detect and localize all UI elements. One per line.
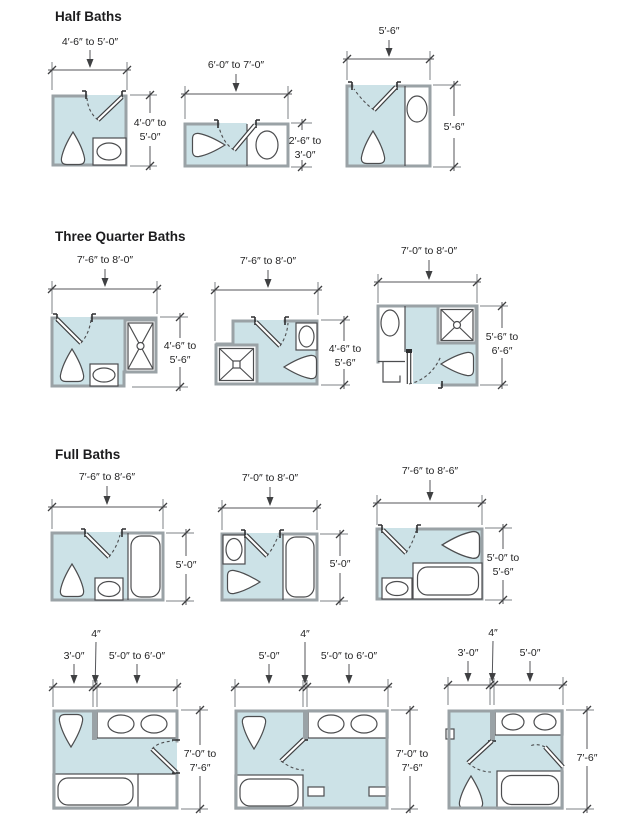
plan-full-bath-3 [373,465,519,604]
sink-basin [108,715,134,733]
dim-seg3-label: 5′-0″ to 6′-0″ [320,650,378,662]
dim-width-label: 6′-0″ to 7′-0″ [207,59,265,71]
dim-width-label: 7′-6″ to 8′-0″ [76,254,134,266]
dim-seg1-label: 3′-0″ [63,650,85,662]
section-title-full-baths: Full Baths [55,447,121,462]
dim-width-label: 7′-0″ to 8′-0″ [241,472,299,484]
sink-basin [299,326,314,347]
bathtub [286,537,314,597]
dim-height-label-line2: 6′-6″ [491,345,513,357]
sink-basin [381,310,399,336]
dim-width-label: 5′-6″ [378,25,400,37]
dim-height-label: 5′-0″ [329,558,351,570]
dim-width-label: 7′-0″ to 8′-0″ [400,245,458,257]
plan-three-quarter-bath-1 [48,254,196,391]
dim-height-label-line1: 4′-6″ to [328,343,362,355]
dim-height-label-line1: 5′-6″ to [485,331,519,343]
dim-height-label-line1: 4′-0″ to [133,117,167,129]
bathtub [502,776,559,805]
bathtub [58,778,133,805]
dim-height-label-line2: 3′-0″ [294,149,316,161]
dim-height-label-line2: 5′-6″ [334,357,356,369]
dim-height-label-line2: 7′-6″ [189,762,211,774]
sink-basin [97,143,121,160]
bathtub [240,779,298,806]
plan-full-bath-1 [48,471,197,605]
dim-seg2-label: 4″ [488,627,498,639]
sink-basin [407,96,427,122]
dim-height-label-line1: 7′-0″ to [395,748,429,760]
bathtub [131,536,160,597]
dim-seg1-label: 5′-0″ [258,650,280,662]
sink-basin [534,714,556,730]
dim-width-label: 4′-6″ to 5′-0″ [61,36,119,48]
dim-seg3-label: 5′-0″ to 6′-0″ [108,650,166,662]
door-hinge-jamb [406,349,412,353]
dim-width-label: 7′-6″ to 8′-6″ [401,465,459,477]
shower-drain [137,343,144,350]
sink-basin [351,715,377,733]
sink-basin [226,539,242,561]
plan-three-quarter-bath-3 [374,245,518,389]
sink-basin [386,582,408,596]
dim-seg2-label: 4″ [300,628,310,640]
dim-height-label-line2: 5′-6″ [169,354,191,366]
dim-seg1-label: 3′-0″ [457,647,479,659]
plan-full-bath-4 [49,628,216,813]
entry-jamb [383,362,400,383]
dim-height-label: 7′-6″ [576,752,598,764]
section-title-three-quarter-baths: Three Quarter Baths [55,229,186,244]
dim-height-label: 5′-6″ [443,121,465,133]
wall-stub [303,710,308,740]
dim-seg3-label: 5′-0″ [519,647,541,659]
sink-basin [256,131,278,159]
dim-width-label: 7′-6″ to 8′-6″ [78,471,136,483]
plan-full-bath-6 [444,627,598,813]
dim-height-label-line1: 2′-6″ to [288,135,322,147]
opening-jamb [308,787,324,796]
plan-half-bath-1 [48,36,166,170]
dim-height-label-line1: 5′-0″ to [486,552,520,564]
section-title-half-baths: Half Baths [55,9,122,24]
sink-basin [318,715,344,733]
dim-height-label: 5′-0″ [175,559,197,571]
opening-jamb [369,787,388,796]
sink-basin [98,582,120,597]
dim-seg2-label: 4″ [91,628,101,640]
dim-height-label-line2: 7′-6″ [401,762,423,774]
plan-full-bath-2 [218,472,351,605]
plan-three-quarter-bath-2 [211,255,361,389]
wall-stub [490,710,495,740]
plan-full-bath-5 [231,628,428,813]
dim-height-label-line2: 5′-0″ [139,131,161,143]
sink-basin [93,368,115,382]
sink-basin [141,715,167,733]
shower-drain [233,361,240,368]
plan-half-bath-2 [181,59,321,171]
plan-half-bath-3 [343,25,465,171]
dim-width-label: 7′-6″ to 8′-0″ [239,255,297,267]
wall-stub [92,710,97,740]
sink-basin [502,714,524,730]
shower-drain [454,322,461,329]
dim-height-label-line1: 4′-6″ to [163,340,197,352]
dim-height-label-line1: 7′-0″ to [183,748,217,760]
bathtub [418,567,479,595]
dim-height-label-line2: 5′-6″ [492,566,514,578]
